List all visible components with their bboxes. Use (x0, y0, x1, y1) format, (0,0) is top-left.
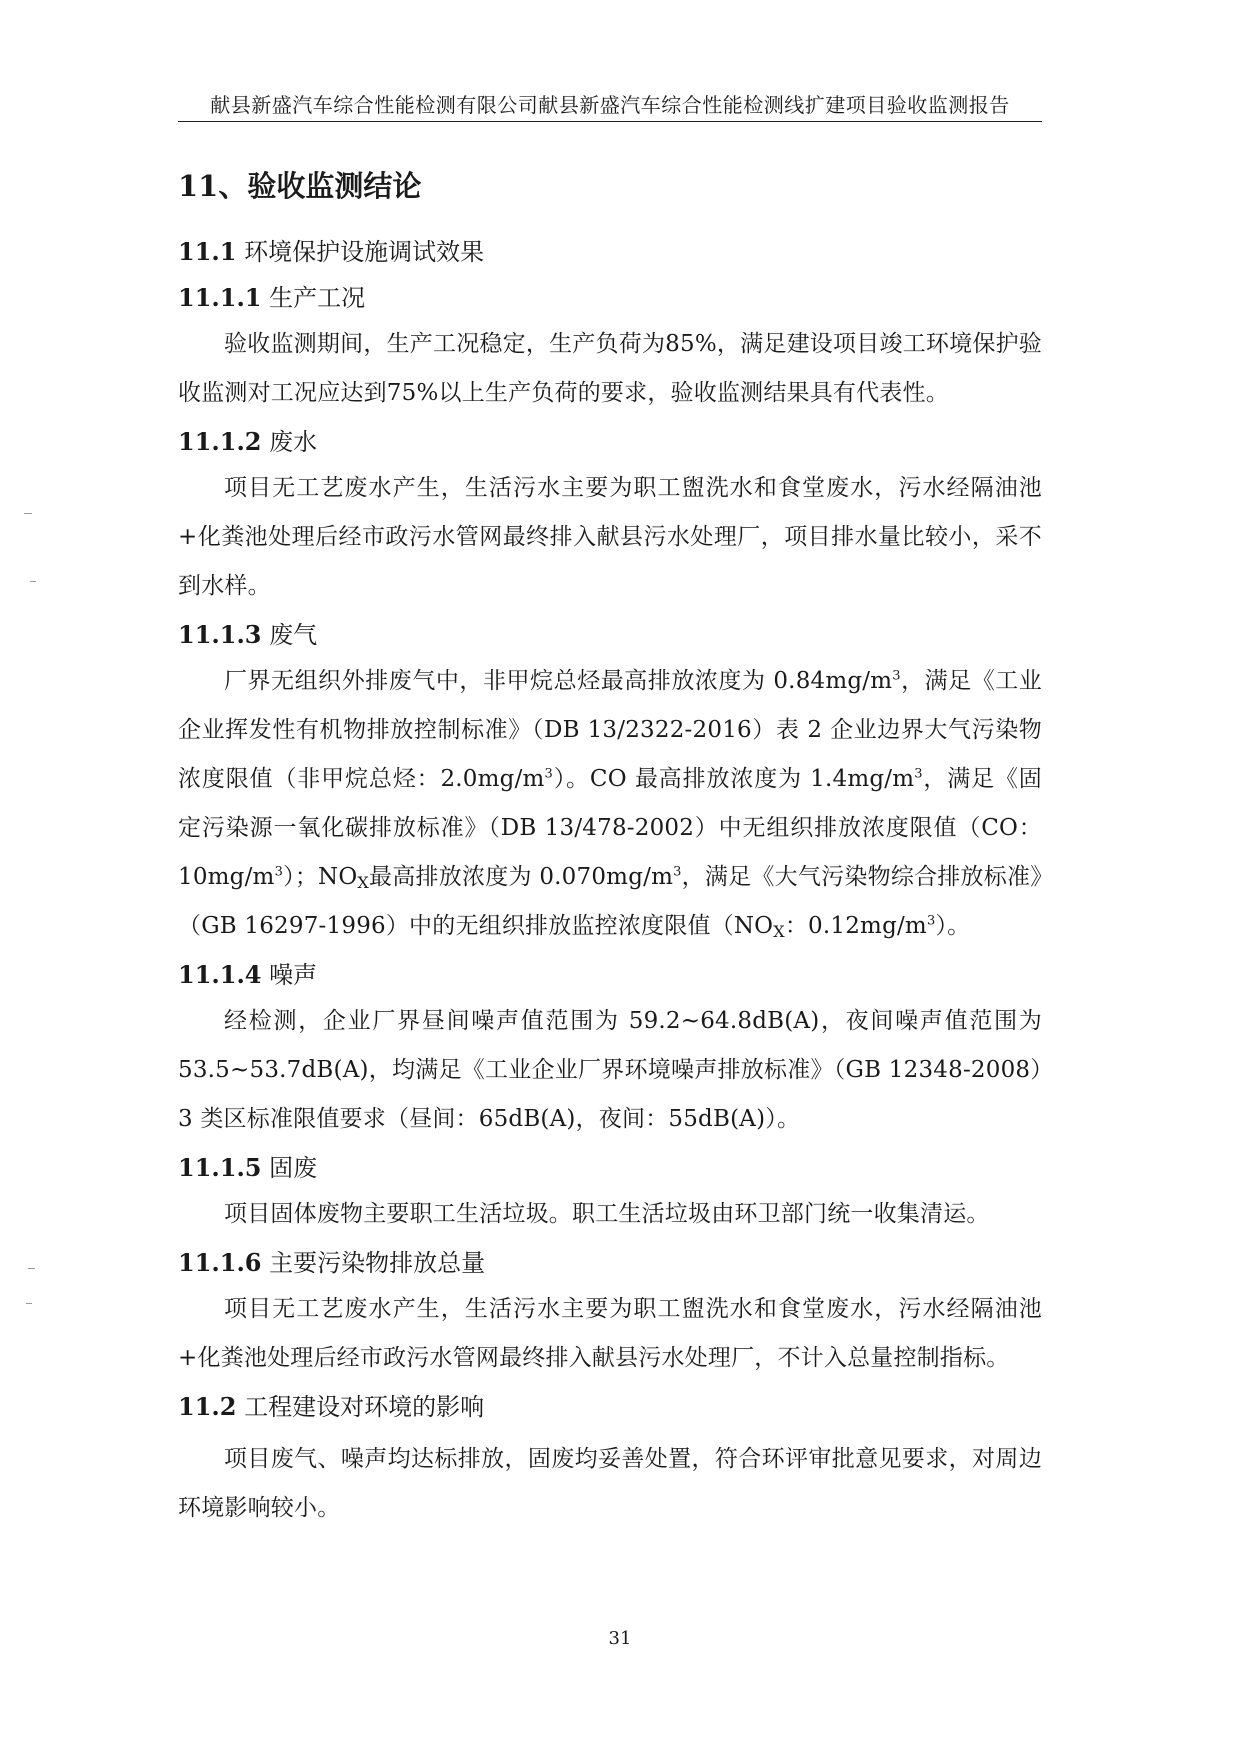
section-title: 主要污染物排放总量 (269, 1249, 486, 1277)
text-run: 厂界无组织外排废气中，非甲烷总烃最高排放浓度为 0.84mg/m (224, 668, 893, 694)
scan-mark (26, 1303, 32, 1304)
chapter-title: 11、验收监测结论 (178, 169, 422, 203)
section-title: 废气 (269, 621, 318, 649)
section-heading-11-1-1 (178, 280, 1042, 316)
paragraph-exhaust-gas (178, 657, 1042, 951)
section-heading-11-1-3 (178, 617, 1042, 653)
section-heading-11-1-4 (178, 957, 1042, 993)
section-heading-11-1-5 (178, 1150, 1042, 1186)
text-run: ）。 (935, 913, 971, 939)
page-number: 31 (608, 1628, 632, 1649)
text-run: 最高排放浓度为 0.070mg/m (369, 864, 674, 890)
text-run: ，满足《固定污染源一氧化碳排放标准》（DB 13/478-2002）中无组织排放浓度限值（CO：10mg/m (178, 766, 1043, 890)
text-run: ）。CO 最高排放浓度为 1.4mg/m (553, 766, 915, 792)
section-title: 噪声 (269, 961, 318, 989)
paragraph-solid-waste: 项目固体废物主要职工生活垃圾。职工生活垃圾由环卫部门统一收集清运。 (224, 1201, 990, 1227)
superscript: 3 (544, 766, 554, 782)
paragraph-noise: 经检测，企业厂界昼间噪声值范围为 59.2~64.8dB(A)，夜间噪声值范围为 53.5~53.7dB(A)，均满足《工业企业厂界环境噪声排放标准》（GB 12348-2008）3 类区标准限值要求（昼间：65dB(A)，夜间：55dB(A)）。 (178, 1008, 1042, 1132)
section-number: 11.1.4 (178, 960, 262, 989)
section-number: 11.2 (178, 1392, 237, 1421)
superscript: 3 (914, 766, 923, 782)
running-header: 献县新盛汽车综合性能检测有限公司献县新盛汽车综合性能检测线扩建项目验收监测报告 (210, 93, 1010, 117)
main-content (178, 160, 1042, 1539)
superscript: 3 (926, 913, 936, 929)
scan-mark (28, 1268, 35, 1269)
section-heading-11-1-2 (178, 424, 1042, 460)
header-rule (178, 121, 1042, 122)
superscript: 3 (892, 668, 901, 684)
section-title: 废水 (269, 428, 318, 456)
section-number: 11.1 (178, 237, 237, 266)
text-run: ，满足《工业企业挥发性有机物排放控制标准》（DB 13/2322-2016）表 2 企业边界大气污染物浓度限值（非甲烷总烃：2.0mg/m (178, 668, 1043, 792)
section-number: 11.1.5 (178, 1153, 262, 1182)
text-run: ，满足《大气污染物综合排放标准》（GB 16297-1996）中的无组织排放监控浓度限值（NO (178, 864, 1042, 939)
section-title: 固废 (269, 1154, 318, 1182)
subscript: X (357, 873, 370, 892)
section-number: 11.1.6 (178, 1248, 262, 1277)
scan-mark (24, 513, 32, 514)
section-heading-11-2 (178, 1389, 1042, 1425)
paragraph-total-emissions: 项目无工艺废水产生，生活污水主要为职工盥洗水和食堂废水，污水经隔油池+化粪池处理后经市政污水管网最终排入献县污水处理厂，不计入总量控制指标。 (178, 1296, 1042, 1371)
paragraph-environmental-impact: 项目废气、噪声均达标排放，固废均妥善处置，符合环评审批意见要求，对周边环境影响较小。 (178, 1446, 1042, 1521)
section-heading-11-1-6 (178, 1245, 1042, 1281)
text-run: ）；NO (283, 864, 358, 890)
subscript: X (773, 922, 785, 941)
text-run: ：0.12mg/m (784, 913, 927, 939)
scan-mark (30, 581, 36, 582)
section-heading-11-1 (178, 234, 1042, 270)
paragraph-wastewater: 项目无工艺废水产生，生活污水主要为职工盥洗水和食堂废水，污水经隔油池+化粪池处理后经市政污水管网最终排入献县污水处理厂，项目排水量比较小，采不到水样。 (178, 475, 1042, 599)
section-number: 11.1.2 (178, 427, 262, 456)
section-title: 工程建设对环境的影响 (244, 1393, 485, 1421)
section-title: 环境保护设施调试效果 (244, 238, 485, 266)
superscript: 3 (673, 864, 682, 880)
section-title: 生产工况 (269, 284, 366, 312)
paragraph-production: 验收监测期间，生产工况稳定，生产负荷为85%，满足建设项目竣工环境保护验收监测对工况应达到75%以上生产负荷的要求，验收监测结果具有代表性。 (178, 331, 1042, 406)
superscript: 3 (274, 864, 284, 880)
section-number: 11.1.1 (178, 283, 262, 312)
section-number: 11.1.3 (178, 620, 262, 649)
